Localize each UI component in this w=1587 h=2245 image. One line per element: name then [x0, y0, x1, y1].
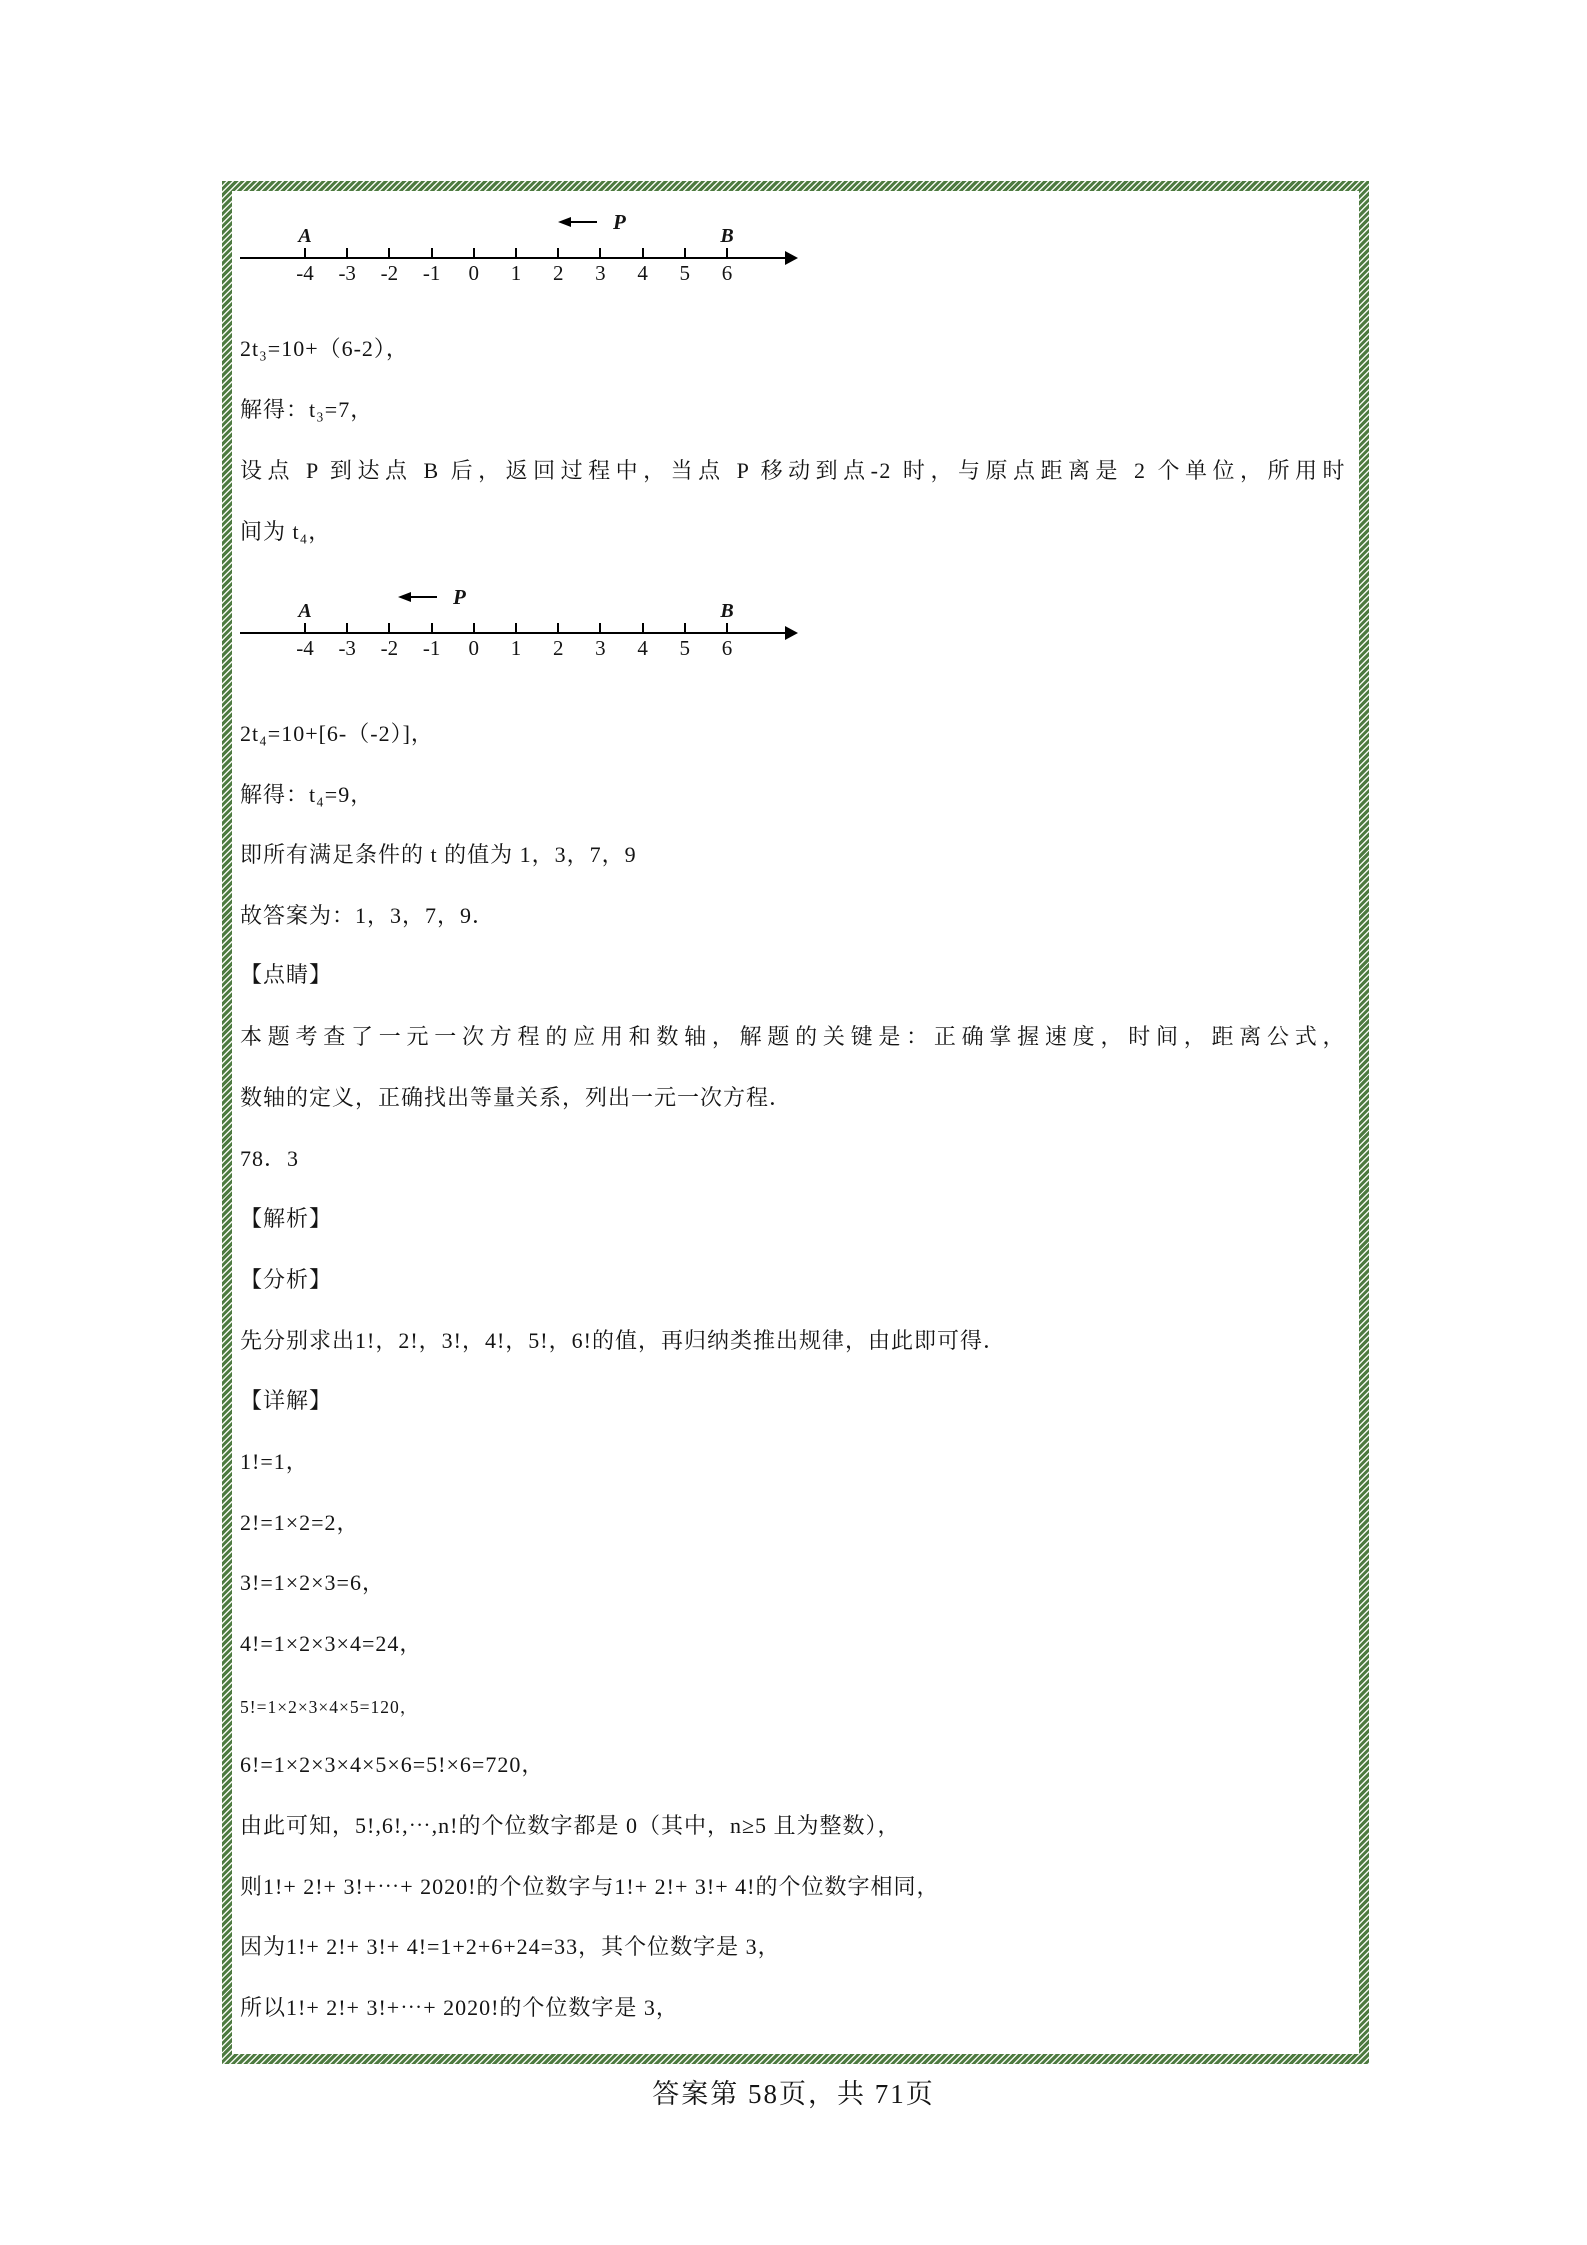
tick-label: 6	[721, 636, 733, 660]
tick-mark	[304, 248, 306, 258]
tick-label: -4	[296, 636, 314, 660]
line-comment-b: 数轴的定义，正确找出等量关系，列出一元一次方程．	[240, 1085, 793, 1110]
tick-mark	[642, 248, 644, 258]
tick-label: 2	[552, 261, 564, 285]
line-eq-2t4: 2t₄=10+[6-（-2）]，	[240, 721, 434, 746]
tick-mark	[726, 623, 728, 633]
line-setup-t4-a: 设点 P 到达点 B 后，返回过程中，当点 P 移动到点-2 时，与原点距离是 2 个单位，所用时	[240, 458, 1346, 483]
line-solve-t3: 解得：t₃=7，	[240, 397, 374, 422]
tick-label: 1	[510, 636, 522, 660]
tick-label: 3	[595, 261, 606, 285]
tick-mark	[684, 248, 686, 258]
tick-label: 4	[637, 636, 648, 660]
line-comment-a: 本题考查了一元一次方程的应用和数轴，解题的关键是：正确掌握速度，时间，距离公式，	[240, 1024, 1346, 1049]
decorative-frame	[222, 181, 1369, 2064]
tick-label: 0	[468, 261, 480, 285]
tick-mark	[557, 248, 559, 258]
line-fact-2: 2!=1×2=2，	[240, 1510, 360, 1535]
tick-mark	[388, 623, 390, 633]
line-fact-4: 4!=1×2×3×4=24，	[240, 1631, 423, 1656]
line-all-t-values: 即所有满足条件的 t 的值为 1，3，7，9	[240, 842, 637, 867]
line-fact-3: 3!=1×2×3=6，	[240, 1570, 385, 1595]
tick-mark	[473, 248, 475, 258]
tick-label: -1	[422, 261, 441, 285]
point-p-label: P	[613, 209, 626, 234]
tick-mark	[557, 623, 559, 633]
tick-mark	[304, 623, 306, 633]
number-line-diagram-1	[240, 207, 820, 302]
tick-label: 0	[468, 636, 480, 660]
point-b-label: B	[720, 600, 734, 622]
tick-mark	[642, 623, 644, 633]
tick-mark	[726, 248, 728, 258]
tick-mark	[599, 248, 601, 258]
tick-mark	[388, 248, 390, 258]
left-arrow-icon	[398, 592, 411, 602]
p-direction-arrow	[558, 209, 626, 234]
tick-mark	[684, 623, 686, 633]
page-content-area	[232, 191, 1359, 2054]
line-fact-6: 6!=1×2×3×4×5×6=5!×6=720，	[240, 1752, 545, 1777]
tick-label: -1	[422, 636, 441, 660]
point-b-label: B	[720, 225, 734, 247]
tick-label: 3	[595, 636, 606, 660]
tick-mark	[599, 623, 601, 633]
axis-line	[240, 632, 787, 634]
tick-mark	[346, 248, 348, 258]
line-answer-78: 78．3	[240, 1146, 300, 1171]
tick-mark	[431, 248, 433, 258]
tick-label: 1	[510, 261, 522, 285]
tick-label: -3	[338, 261, 356, 285]
tick-mark	[346, 623, 348, 633]
tick-mark	[515, 248, 517, 258]
tick-label: -2	[380, 261, 399, 285]
line-setup-t4-b: 间为 t₄，	[240, 519, 332, 544]
axis-line	[240, 257, 787, 259]
line-deduce-c: 因为1!+ 2!+ 3!+ 4!=1+2+6+24=33，其个位数字是 3，	[240, 1934, 781, 1959]
tick-mark	[431, 623, 433, 633]
section-header-dianjing: 【点睛】	[240, 962, 333, 987]
left-arrow-icon	[558, 217, 571, 227]
tick-label: -3	[338, 636, 356, 660]
section-header-xiangjie: 【详解】	[240, 1388, 333, 1413]
tick-label: 2	[552, 636, 564, 660]
line-deduce-d: 所以1!+ 2!+ 3!+⋯+ 2020!的个位数字是 3，	[240, 1995, 679, 2020]
tick-label: 6	[721, 261, 733, 285]
tick-label: -4	[296, 261, 314, 285]
line-eq-2t3: 2t₃=10+（6-2），	[240, 336, 409, 361]
point-a-label: A	[298, 600, 312, 622]
section-header-fenxi: 【分析】	[240, 1267, 333, 1292]
tick-label: 5	[679, 636, 691, 660]
section-header-jiexi: 【解析】	[240, 1206, 333, 1231]
line-fact-5: 5!=1×2×3×4×5=120，	[240, 1697, 419, 1717]
p-direction-arrow	[398, 584, 466, 609]
axis-right-arrow-icon	[785, 626, 798, 640]
point-p-label: P	[453, 584, 466, 609]
tick-label: -2	[380, 636, 399, 660]
point-a-label: A	[298, 225, 312, 247]
tick-label: 5	[679, 261, 691, 285]
arrow-shaft	[411, 596, 437, 598]
number-line-diagram-2	[240, 582, 820, 677]
tick-mark	[515, 623, 517, 633]
line-final-answer: 故答案为：1，3，7，9．	[240, 903, 496, 928]
line-fact-1: 1!=1，	[240, 1449, 309, 1474]
axis-right-arrow-icon	[785, 251, 798, 265]
footer-page-info: 答案第 58页，共 71页	[652, 2079, 935, 2109]
tick-mark	[473, 623, 475, 633]
line-deduce-b: 则1!+ 2!+ 3!+⋯+ 2020!的个位数字与1!+ 2!+ 3!+ 4!的个位数字相同，	[240, 1874, 940, 1899]
arrow-shaft	[571, 221, 597, 223]
line-analysis: 先分别求出1!，2!，3!，4!，5!，6!的值，再归纳类推出规律，由此即可得．	[240, 1328, 1006, 1353]
tick-label: 4	[637, 261, 648, 285]
line-solve-t4: 解得：t₄=9，	[240, 782, 374, 807]
line-deduce-a: 由此可知，5!,6!,⋯,n!的个位数字都是 0（其中，n≥5 且为整数），	[240, 1813, 901, 1838]
